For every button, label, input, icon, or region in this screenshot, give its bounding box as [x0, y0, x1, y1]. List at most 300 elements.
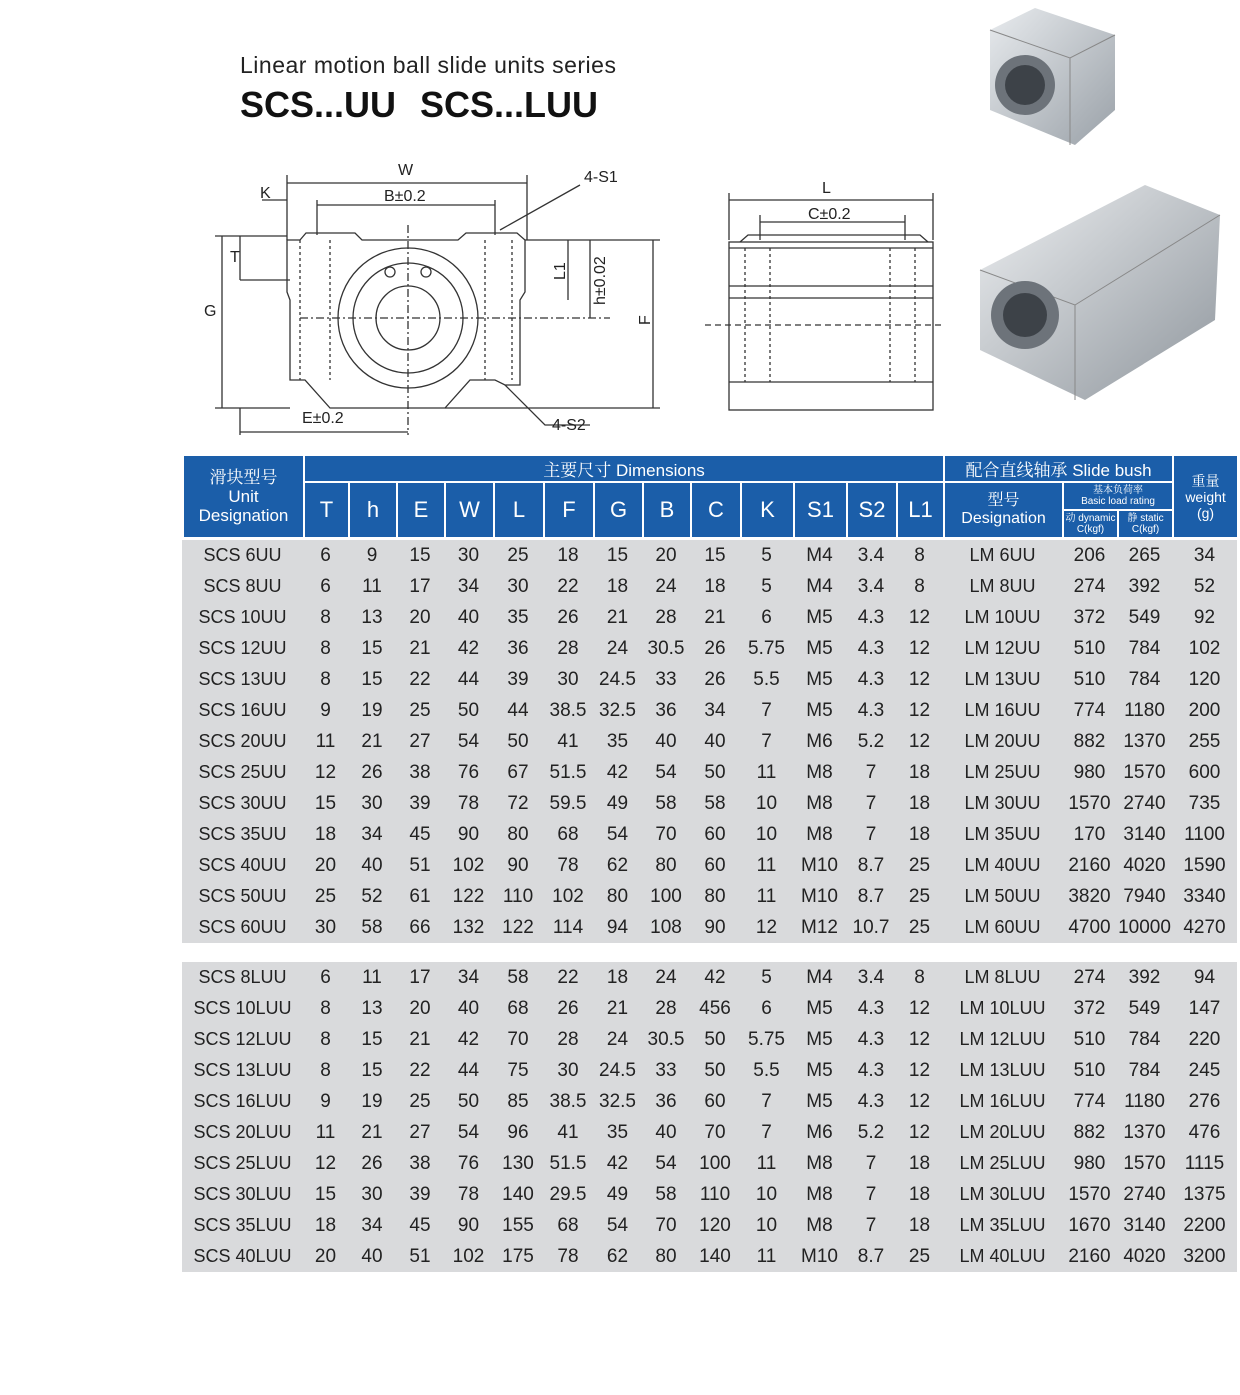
value-cell: M5	[806, 1028, 833, 1050]
unit-designation-cell: SCS 25LUU	[193, 1153, 292, 1173]
value-cell: 8	[320, 637, 331, 659]
table-row	[182, 602, 1237, 633]
value-cell: 34	[457, 966, 480, 988]
table-row	[182, 1148, 1237, 1179]
value-cell: 40	[655, 1121, 677, 1143]
value-cell: 7	[865, 1214, 877, 1236]
value-cell: 51.5	[549, 761, 587, 783]
value-cell: 100	[650, 885, 682, 907]
value-cell: 3200	[1183, 1245, 1226, 1267]
value-cell: 30	[361, 792, 383, 814]
value-cell: 21	[409, 1028, 431, 1050]
bush-designation-cell: LM 30UU	[964, 793, 1041, 813]
value-cell: 980	[1073, 761, 1106, 783]
table-row	[182, 633, 1237, 664]
side-view-drawing	[700, 175, 950, 415]
value-cell: 3820	[1068, 885, 1111, 907]
value-cell: 3.4	[857, 966, 885, 988]
value-cell: 66	[409, 916, 431, 938]
value-cell: 12	[908, 730, 931, 752]
value-cell: 6	[320, 966, 331, 988]
series-subtitle: Linear motion ball slide units series	[240, 52, 617, 78]
value-cell: 59.5	[549, 792, 587, 814]
table-row	[182, 571, 1237, 602]
unit-designation-cell: SCS 35LUU	[193, 1215, 292, 1235]
bush-designation-cell: LM 40UU	[964, 855, 1041, 875]
value-cell: 510	[1073, 668, 1106, 690]
value-cell: 1570	[1123, 1152, 1166, 1174]
unit-designation-cell: SCS 10UU	[198, 607, 287, 627]
value-cell: 102	[452, 854, 485, 876]
value-cell: M8	[806, 1152, 833, 1174]
value-cell: 80	[606, 885, 629, 907]
value-cell: 22	[409, 668, 431, 690]
value-cell: 33	[655, 1059, 677, 1081]
value-cell: 147	[1188, 997, 1221, 1019]
value-cell: 255	[1188, 730, 1221, 752]
value-cell: 18	[908, 823, 931, 845]
bush-designation-cell: LM 30LUU	[959, 1184, 1046, 1204]
table-row	[182, 1179, 1237, 1210]
value-cell: 5.2	[857, 1121, 885, 1143]
bush-designation-cell: LM 13UU	[964, 669, 1041, 689]
value-cell: 30	[457, 544, 480, 566]
bush-designation-cell: LM 20UU	[964, 731, 1041, 751]
label-c: C±0.2	[808, 206, 851, 223]
value-cell: 60	[704, 823, 726, 845]
value-cell: 9	[320, 699, 331, 721]
value-cell: 62	[606, 854, 629, 876]
table-row	[182, 819, 1237, 850]
value-cell: 41	[557, 730, 579, 752]
value-cell: 34	[704, 699, 726, 721]
unit-designation-cell: SCS 13LUU	[193, 1060, 292, 1080]
value-cell: 78	[457, 792, 480, 814]
value-cell: 38	[409, 761, 431, 783]
value-cell: 94	[1193, 966, 1216, 988]
label-k: K	[260, 185, 271, 202]
value-cell: 206	[1073, 544, 1106, 566]
value-cell: 18	[908, 1152, 931, 1174]
value-cell: 96	[507, 1121, 529, 1143]
value-cell: 2160	[1068, 1245, 1111, 1267]
value-cell: 68	[557, 823, 579, 845]
value-cell: 54	[655, 761, 677, 783]
value-cell: 50	[507, 730, 529, 752]
value-cell: 120	[1188, 668, 1221, 690]
value-cell: 42	[457, 1028, 480, 1050]
value-cell: 34	[1193, 544, 1216, 566]
value-cell: 882	[1073, 1121, 1106, 1143]
value-cell: 220	[1188, 1028, 1221, 1050]
value-cell: 2740	[1123, 1183, 1166, 1205]
value-cell: 3140	[1123, 823, 1166, 845]
value-cell: 22	[409, 1059, 431, 1081]
label-h: h±0.02	[592, 256, 609, 305]
value-cell: 4270	[1183, 916, 1226, 938]
value-cell: 20	[314, 1245, 337, 1267]
value-cell: 39	[409, 792, 431, 814]
value-cell: 78	[457, 1183, 480, 1205]
value-cell: M12	[801, 916, 838, 938]
load-rating-header: 基本负荷率 Basic load rating	[1063, 482, 1173, 510]
label-s2: 4-S2	[552, 417, 586, 434]
value-cell: 7	[761, 699, 772, 721]
table-row	[182, 1086, 1237, 1117]
value-cell: 8.7	[857, 1245, 885, 1267]
value-cell: 15	[361, 1059, 383, 1081]
value-cell: 26	[361, 761, 383, 783]
bush-designation-cell: LM 8LUU	[964, 967, 1041, 987]
value-cell: 20	[409, 606, 431, 628]
value-cell: 17	[409, 966, 431, 988]
value-cell: 784	[1128, 637, 1161, 659]
value-cell: 12	[908, 1028, 931, 1050]
value-cell: 32.5	[599, 1090, 636, 1112]
value-cell: 30	[507, 575, 529, 597]
column-header-e: E	[397, 482, 445, 538]
value-cell: 52	[1193, 575, 1216, 597]
value-cell: 45	[409, 1214, 431, 1236]
unit-designation-cell: SCS 12LUU	[193, 1029, 292, 1049]
label-l: L	[822, 180, 831, 197]
value-cell: 51	[409, 854, 431, 876]
value-cell: 40	[655, 730, 677, 752]
value-cell: 7	[865, 761, 877, 783]
value-cell: 549	[1128, 997, 1161, 1019]
value-cell: 49	[606, 1183, 629, 1205]
unit-designation-cell: SCS 10LUU	[193, 998, 292, 1018]
value-cell: 25	[908, 1245, 931, 1267]
value-cell: 100	[699, 1152, 731, 1174]
slide-bush-header: 配合直线轴承 Slide bush	[944, 455, 1173, 482]
value-cell: 78	[557, 854, 579, 876]
value-cell: 1570	[1068, 1183, 1111, 1205]
value-cell: 21	[409, 637, 431, 659]
value-cell: 12	[908, 1090, 931, 1112]
value-cell: 5	[761, 966, 772, 988]
product-photo-short	[975, 0, 1125, 150]
value-cell: M10	[801, 885, 838, 907]
value-cell: 42	[457, 637, 480, 659]
value-cell: M4	[806, 575, 833, 597]
value-cell: 26	[704, 668, 726, 690]
value-cell: 4.3	[857, 1090, 885, 1112]
value-cell: 1115	[1184, 1152, 1225, 1174]
value-cell: 456	[699, 997, 731, 1019]
value-cell: 58	[704, 792, 726, 814]
value-cell: 7	[761, 730, 772, 752]
value-cell: 24.5	[599, 668, 636, 690]
unit-designation-cell: SCS 8LUU	[198, 967, 287, 987]
value-cell: 75	[507, 1059, 529, 1081]
value-cell: 90	[704, 916, 726, 938]
value-cell: 24.5	[599, 1059, 636, 1081]
value-cell: 12	[314, 761, 337, 783]
value-cell: 51.5	[549, 1152, 587, 1174]
value-cell: 392	[1128, 966, 1161, 988]
value-cell: 110	[699, 1183, 731, 1205]
value-cell: 25	[507, 544, 529, 566]
value-cell: 25	[908, 916, 931, 938]
value-cell: 140	[502, 1183, 534, 1205]
column-header-h: h	[349, 482, 397, 538]
value-cell: M8	[806, 1183, 833, 1205]
value-cell: 50	[704, 1028, 726, 1050]
table-row	[182, 881, 1237, 912]
value-cell: 21	[361, 730, 383, 752]
value-cell: 70	[655, 1214, 677, 1236]
value-cell: 18	[908, 792, 931, 814]
column-header-l1: L1	[897, 482, 944, 538]
value-cell: 42	[704, 966, 726, 988]
value-cell: 3340	[1183, 885, 1226, 907]
bush-designation-cell: LM 50UU	[964, 886, 1041, 906]
unit-designation-cell: SCS 35UU	[198, 824, 287, 844]
value-cell: 510	[1073, 637, 1106, 659]
value-cell: 42	[606, 761, 629, 783]
value-cell: 1375	[1183, 1183, 1226, 1205]
unit-designation-cell: SCS 40LUU	[193, 1246, 292, 1266]
value-cell: 8	[320, 668, 331, 690]
value-cell: 27	[409, 730, 431, 752]
value-cell: 38.5	[549, 699, 587, 721]
value-cell: 15	[361, 637, 383, 659]
value-cell: 12	[908, 606, 931, 628]
product-photo-long	[975, 180, 1225, 405]
value-cell: 130	[502, 1152, 534, 1174]
value-cell: 11	[756, 761, 777, 783]
value-cell: 26	[557, 997, 579, 1019]
value-cell: 35	[606, 730, 629, 752]
value-cell: 132	[452, 916, 485, 938]
value-cell: 34	[361, 823, 383, 845]
unit-designation-cell: SCS 13UU	[198, 669, 287, 689]
unit-designation-header: 滑块型号 Unit Designation	[183, 455, 304, 538]
bush-designation-cell: LM 10UU	[964, 607, 1041, 627]
value-cell: 17	[409, 575, 431, 597]
value-cell: 140	[699, 1245, 731, 1267]
unit-designation-cell: SCS 60UU	[198, 917, 287, 937]
value-cell: 54	[457, 1121, 480, 1143]
value-cell: M4	[806, 966, 833, 988]
value-cell: 13	[361, 606, 383, 628]
value-cell: 5.75	[748, 637, 785, 659]
value-cell: 40	[457, 606, 480, 628]
label-e: E±0.2	[302, 410, 344, 427]
value-cell: 80	[655, 854, 677, 876]
value-cell: M10	[801, 854, 838, 876]
value-cell: 8	[320, 997, 331, 1019]
value-cell: 20	[655, 544, 677, 566]
value-cell: 1370	[1123, 1121, 1166, 1143]
label-f: F	[637, 315, 654, 325]
value-cell: 120	[699, 1214, 731, 1236]
value-cell: 2740	[1123, 792, 1166, 814]
column-header-c: C	[691, 482, 741, 538]
column-header-s1: S1	[794, 482, 847, 538]
value-cell: 54	[457, 730, 480, 752]
unit-designation-cell: SCS 12UU	[198, 638, 287, 658]
value-cell: 34	[361, 1214, 383, 1236]
label-b: B±0.2	[384, 188, 426, 205]
value-cell: 15	[361, 668, 383, 690]
unit-designation-cell: SCS 40UU	[198, 855, 287, 875]
value-cell: 170	[1073, 823, 1106, 845]
weight-header: 重量 weight (g)	[1173, 455, 1238, 538]
value-cell: 10	[755, 1214, 778, 1236]
value-cell: 80	[655, 1245, 677, 1267]
value-cell: 5	[761, 575, 772, 597]
value-cell: 35	[507, 606, 529, 628]
value-cell: 110	[502, 885, 534, 907]
value-cell: 265	[1128, 544, 1161, 566]
column-header-w: W	[445, 482, 494, 538]
value-cell: 6	[761, 606, 772, 628]
value-cell: 26	[557, 606, 579, 628]
label-s1: 4-S1	[584, 169, 618, 186]
value-cell: 30.5	[647, 1028, 685, 1050]
value-cell: 54	[606, 823, 629, 845]
value-cell: 32.5	[599, 699, 636, 721]
value-cell: 70	[655, 823, 677, 845]
bush-designation-cell: LM 25UU	[964, 762, 1041, 782]
value-cell: 11	[362, 575, 382, 597]
value-cell: 54	[606, 1214, 629, 1236]
value-cell: 10	[755, 823, 778, 845]
table-row	[182, 1241, 1237, 1272]
value-cell: 12	[908, 1121, 931, 1143]
value-cell: 24	[606, 1028, 629, 1050]
value-cell: 5.5	[753, 668, 780, 690]
unit-designation-cell: SCS 25UU	[198, 762, 287, 782]
value-cell: 39	[507, 668, 529, 690]
label-g: G	[204, 303, 217, 320]
value-cell: 62	[606, 1245, 629, 1267]
value-cell: 80	[507, 823, 529, 845]
value-cell: 7940	[1123, 885, 1166, 907]
value-cell: 78	[557, 1245, 579, 1267]
value-cell: 122	[502, 916, 534, 938]
value-cell: 38	[409, 1152, 431, 1174]
value-cell: M5	[806, 997, 833, 1019]
value-cell: 476	[1188, 1121, 1221, 1143]
table-row	[182, 695, 1237, 726]
value-cell: 102	[552, 885, 584, 907]
series-title: SCS...UU SCS...LUU	[240, 84, 599, 125]
value-cell: 29.5	[549, 1183, 587, 1205]
value-cell: M8	[806, 761, 833, 783]
value-cell: 12	[755, 916, 778, 938]
value-cell: 3.4	[857, 544, 885, 566]
value-cell: 27	[409, 1121, 431, 1143]
value-cell: 11	[315, 1121, 336, 1143]
value-cell: 200	[1188, 699, 1221, 721]
value-cell: M5	[806, 699, 833, 721]
value-cell: 50	[704, 1059, 726, 1081]
value-cell: 12	[314, 1152, 337, 1174]
value-cell: 102	[1188, 637, 1221, 659]
unit-designation-cell: SCS 8UU	[203, 576, 282, 596]
value-cell: 114	[552, 916, 584, 938]
value-cell: 39	[409, 1183, 431, 1205]
value-cell: 38.5	[549, 1090, 587, 1112]
value-cell: 7	[865, 823, 877, 845]
value-cell: 30	[557, 1059, 579, 1081]
table-row	[182, 726, 1237, 757]
value-cell: M5	[806, 668, 833, 690]
value-cell: M4	[806, 544, 833, 566]
value-cell: 510	[1073, 1059, 1106, 1081]
value-cell: 245	[1188, 1059, 1221, 1081]
value-cell: 22	[557, 966, 579, 988]
value-cell: 4.3	[857, 668, 885, 690]
value-cell: 67	[507, 761, 529, 783]
value-cell: 1570	[1123, 761, 1166, 783]
table-row	[182, 757, 1237, 788]
value-cell: 61	[409, 885, 431, 907]
value-cell: 9	[366, 544, 378, 566]
value-cell: 18	[606, 966, 629, 988]
column-header-t: T	[304, 482, 349, 538]
value-cell: M5	[806, 606, 833, 628]
value-cell: 21	[361, 1121, 383, 1143]
value-cell: 15	[361, 1028, 383, 1050]
value-cell: 10	[755, 1183, 778, 1205]
value-cell: 24	[606, 637, 629, 659]
value-cell: 51	[409, 1245, 431, 1267]
value-cell: 28	[557, 1028, 579, 1050]
value-cell: 2160	[1068, 854, 1111, 876]
value-cell: 26	[704, 637, 726, 659]
value-cell: 15	[606, 544, 629, 566]
value-cell: 50	[704, 761, 726, 783]
value-cell: 549	[1128, 606, 1161, 628]
value-cell: 8	[914, 966, 925, 988]
unit-designation-cell: SCS 50UU	[198, 886, 287, 906]
value-cell: 6	[320, 575, 331, 597]
table-row	[182, 1210, 1237, 1241]
value-cell: 45	[409, 823, 431, 845]
column-header-s2: S2	[847, 482, 897, 538]
value-cell: M5	[806, 1090, 833, 1112]
value-cell: 5.75	[748, 1028, 785, 1050]
value-cell: 15	[314, 792, 337, 814]
value-cell: 18	[557, 544, 579, 566]
front-view-drawing	[195, 160, 675, 440]
value-cell: 10.7	[852, 916, 890, 938]
dimensions-header: 主要尺寸 Dimensions	[304, 455, 944, 482]
value-cell: 42	[606, 1152, 629, 1174]
value-cell: 8.7	[857, 854, 885, 876]
value-cell: 90	[457, 1214, 480, 1236]
value-cell: 20	[314, 854, 337, 876]
value-cell: 18	[908, 761, 931, 783]
bush-designation-cell: LM 13LUU	[959, 1060, 1046, 1080]
value-cell: 11	[756, 885, 777, 907]
value-cell: 11	[362, 966, 382, 988]
value-cell: 76	[457, 1152, 480, 1174]
value-cell: 18	[314, 823, 337, 845]
value-cell: 40	[704, 730, 726, 752]
value-cell: M5	[806, 1059, 833, 1081]
value-cell: 12	[908, 1059, 931, 1081]
unit-designation-cell: SCS 16UU	[198, 700, 287, 720]
value-cell: 15	[314, 1183, 337, 1205]
bush-designation-cell: LM 12LUU	[959, 1029, 1046, 1049]
value-cell: 30	[314, 916, 337, 938]
value-cell: 72	[507, 792, 529, 814]
